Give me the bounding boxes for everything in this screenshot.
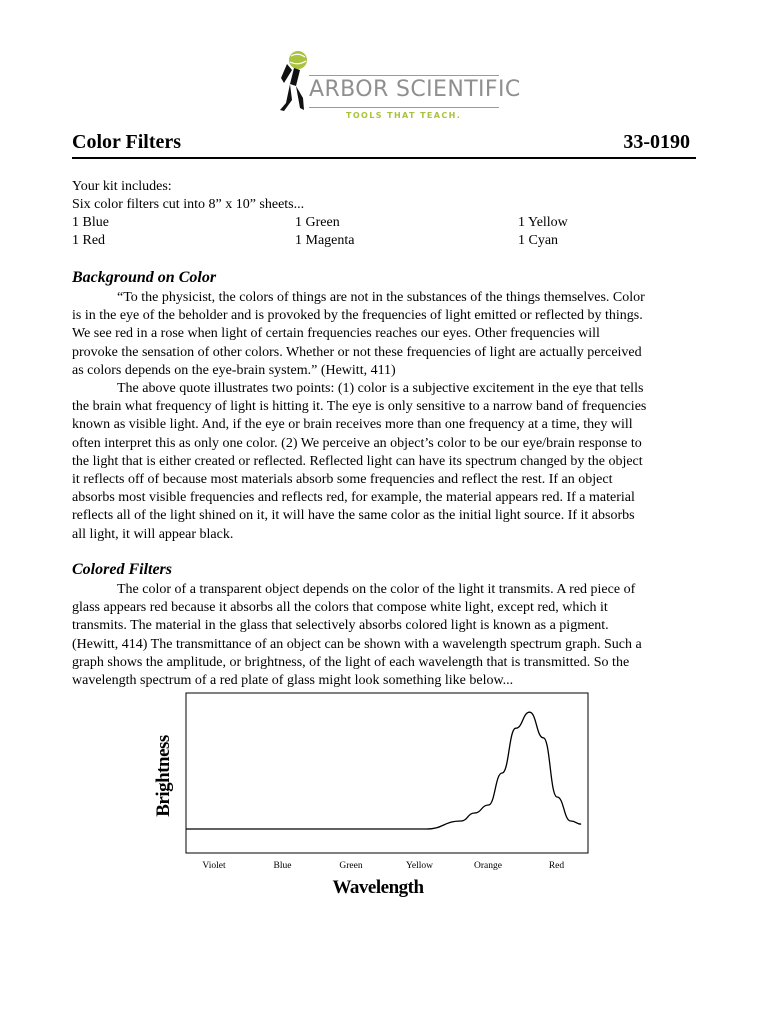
section-heading-colored-filters: Colored Filters bbox=[72, 561, 173, 578]
text-line: The color of a transparent object depends on the color of the light it transmits. A red piece of bbox=[117, 582, 636, 597]
text-line: glass appears red because it absorbs all the colors that compose white light, except red, which it bbox=[72, 600, 608, 616]
text-line: We see red in a rose when light of certain frequencies reaches our eyes. Other frequencies will bbox=[72, 326, 600, 342]
kit-item: 1 Blue bbox=[72, 215, 109, 230]
text-line: provoke the sensation of other colors. Whether or not these frequencies of light are actually perceived bbox=[72, 344, 642, 360]
kit-item: 1 Magenta bbox=[295, 233, 355, 248]
kit-description: Six color filters cut into 8” x 10” sheets... bbox=[72, 197, 305, 212]
text-line: it reflects off of because most materials absorb some frequencies and reflect the rest. If an object bbox=[72, 472, 613, 488]
text-line: reflects all of the light shined on it, it will have the same color as the initial light source. If it absorbs bbox=[72, 508, 635, 524]
text-line: absorbs most visible frequencies and reflects red, for example, the material appears red. If a material bbox=[72, 490, 635, 506]
text-line: is in the eye of the beholder and is provoked by the frequencies of light emitted or reflected by things. bbox=[72, 308, 643, 324]
y-axis-label: Brightness bbox=[153, 735, 174, 817]
text-line: transmits. The material in the glass that selectively absorbs colored light is known as a pigment. bbox=[72, 618, 609, 634]
background-quote-paragraph bbox=[72, 289, 698, 380]
text-line: (Hewitt, 414) The transmittance of an object can be shown with a wavelength spectrum graph. Such a bbox=[72, 636, 642, 652]
x-tick-label: Orange bbox=[474, 861, 502, 871]
text-line: all light, it will appear black. bbox=[72, 526, 234, 542]
text-line: known as visible light. And, if the eye or brain receives more than one frequency at a time, they will bbox=[72, 417, 633, 433]
text-line: often interpret this as only one color. (2) We perceive an object’s color to be our eye/brain response to bbox=[72, 435, 642, 451]
text-line: graph shows the amplitude, or brightness, of the light of each wavelength that is transmitted. So the bbox=[72, 654, 630, 670]
kit-item: 1 Green bbox=[295, 215, 340, 230]
kit-item: 1 Yellow bbox=[518, 215, 568, 230]
x-axis-label: Wavelength bbox=[332, 877, 424, 898]
text-line: wavelength spectrum of a red plate of glass might look something like below... bbox=[72, 673, 514, 689]
wavelength-spectrum-chart bbox=[145, 688, 605, 903]
title-rule bbox=[72, 157, 696, 159]
product-code: 33-0190 bbox=[623, 131, 690, 153]
colored-filters-paragraph bbox=[72, 581, 698, 690]
text-line: The above quote illustrates two points: (1) color is a subjective excitement in the eye that tells bbox=[117, 381, 644, 396]
brand-bottom-line bbox=[309, 107, 499, 108]
text-line: “To the physicist, the colors of things are not in the substances of the things themselves. Color bbox=[117, 290, 645, 305]
text-line: the brain what frequency of light is hitting it. The eye is only sensitive to a narrow band of frequencies bbox=[72, 399, 647, 415]
background-explanation-paragraph bbox=[72, 380, 698, 544]
x-tick-label: Violet bbox=[202, 861, 226, 871]
kit-item: 1 Cyan bbox=[518, 233, 559, 248]
text-line: as colors depends on the eye-brain system.” (Hewitt, 411) bbox=[72, 362, 396, 378]
x-tick-label: Yellow bbox=[405, 861, 434, 871]
text-line: the light that is either created or reflected. Reflected light can have its spectrum changed by the object bbox=[72, 453, 643, 469]
x-tick-label: Blue bbox=[273, 861, 292, 871]
section-heading-background: Background on Color bbox=[72, 269, 217, 286]
x-tick-label: Red bbox=[548, 861, 565, 871]
kit-intro: Your kit includes: bbox=[72, 179, 172, 194]
series-line bbox=[186, 712, 581, 829]
page-title: Color Filters bbox=[72, 131, 182, 153]
brand-name: ARBOR SCIENTIFIC bbox=[309, 77, 521, 102]
brand-top-line bbox=[309, 75, 499, 76]
x-tick-label: Green bbox=[339, 861, 363, 871]
brand-tagline: TOOLS THAT TEACH. bbox=[346, 111, 462, 120]
kit-item: 1 Red bbox=[72, 233, 106, 248]
